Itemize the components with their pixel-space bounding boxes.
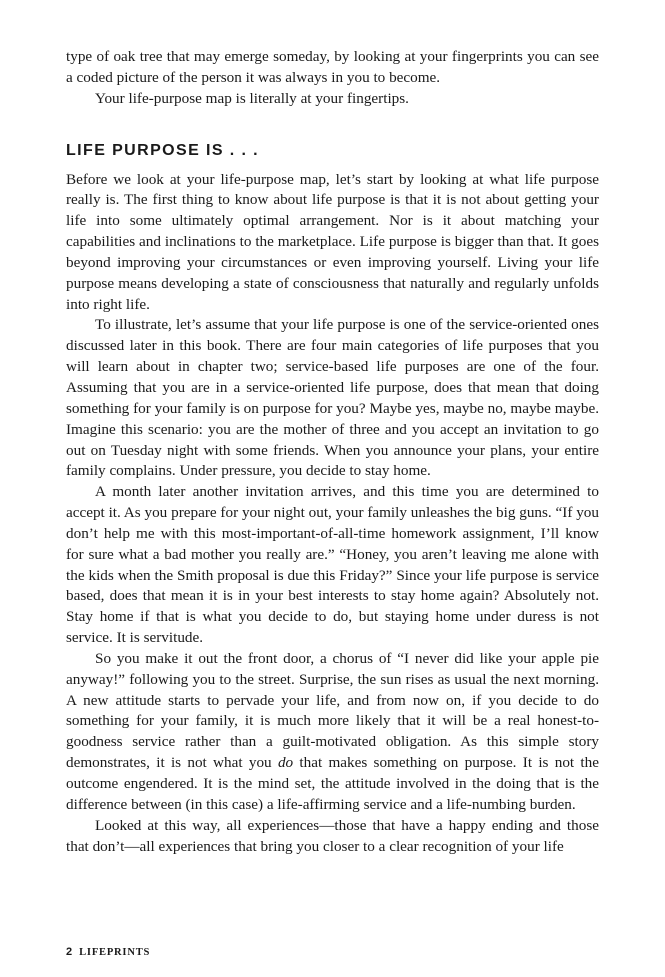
body-paragraph-5: Looked at this way, all experiences—those that have a happy ending and those that don’t—all experiences that bring you closer to a clear recognition of your life: [66, 816, 599, 855]
page-number: 2: [66, 946, 74, 958]
body-paragraph-4-text-a: So you make it out the front door, a chorus of “I never did like your apple pie anyway!” following you to the street. Surprise, the sun rises as usual the next morning. A new attitude starts to pervade your life, and from now on, if you decide to do something for your family, it is much more likely that it will be a real honest-to-goodness service rather than a guilt-motivated obligation. As this simple story demonstrates, it is not what you: [66, 649, 599, 772]
body-paragraph-1: Before we look at your life-purpose map, let’s start by looking at what life purpose really is. The first thing to know about life purpose is that it is not about getting your life into some ultimately optimal arrangement. Nor is it about matching your capabilities and inclinations to the marketplace. Life purpose is bigger than that. It goes beyond improving your circumstances or even improving yourself. Living your life purpose means developing a state of consciousness that naturally and regularly unfolds into right life.: [66, 170, 599, 313]
opening-paragraph: type of oak tree that may emerge someday, by looking at your fingerprints you can see a coded picture of the person it was always in you to become.: [66, 48, 599, 86]
body-paragraph-4: [66, 649, 599, 816]
section-heading: LIFE PURPOSE IS . . .: [66, 141, 259, 159]
emphasis-do: do: [277, 754, 294, 772]
map-at-fingertips-paragraph: Your life-purpose map is literally at your fingertips.: [95, 89, 409, 107]
page-body: [66, 47, 599, 857]
body-paragraph-4-text-b: that makes something on purpose. It is not the outcome engendered. It is the mind set, the attitude involved in the doing that is the difference between (in this case) a life-affirming service and a life-numbing burden.: [66, 754, 599, 813]
body-paragraph-3: A month later another invitation arrives, and this time you are determined to accept it. As you prepare for your night out, your family unleashes the big guns. “If you don’t help me with this most-important-of-all-time homework assignment, I’ll know for sure what a bad mother you really are.” “Honey, you aren’t leaving me alone with the kids when the Smith proposal is due this Friday?” Since your life purpose is service based, does that mean it is in your best interests to stay home again? Absolutely not. Stay home if that is what you decide to do, but staying home under duress is not service. It is servitude.: [66, 483, 599, 647]
body-paragraph-2: To illustrate, let’s assume that your life purpose is one of the service-oriented ones discussed later in this book. There are four main categories of life purposes that you will learn about in chapter two; service-based life purposes are one of the four. Assuming that you are in a service-oriented life purpose, does that mean that doing something for your family is on purpose for you? Maybe yes, maybe no, maybe maybe. Imagine this scenario: you are the mother of three and you accept an invitation to go out on Tuesday night with some friends. When you announce your plans, your entire family complains. Under pressure, you decide to stay home.: [66, 316, 599, 480]
running-title: LIFEPRINTS: [79, 947, 151, 958]
page-footer: [66, 946, 150, 958]
